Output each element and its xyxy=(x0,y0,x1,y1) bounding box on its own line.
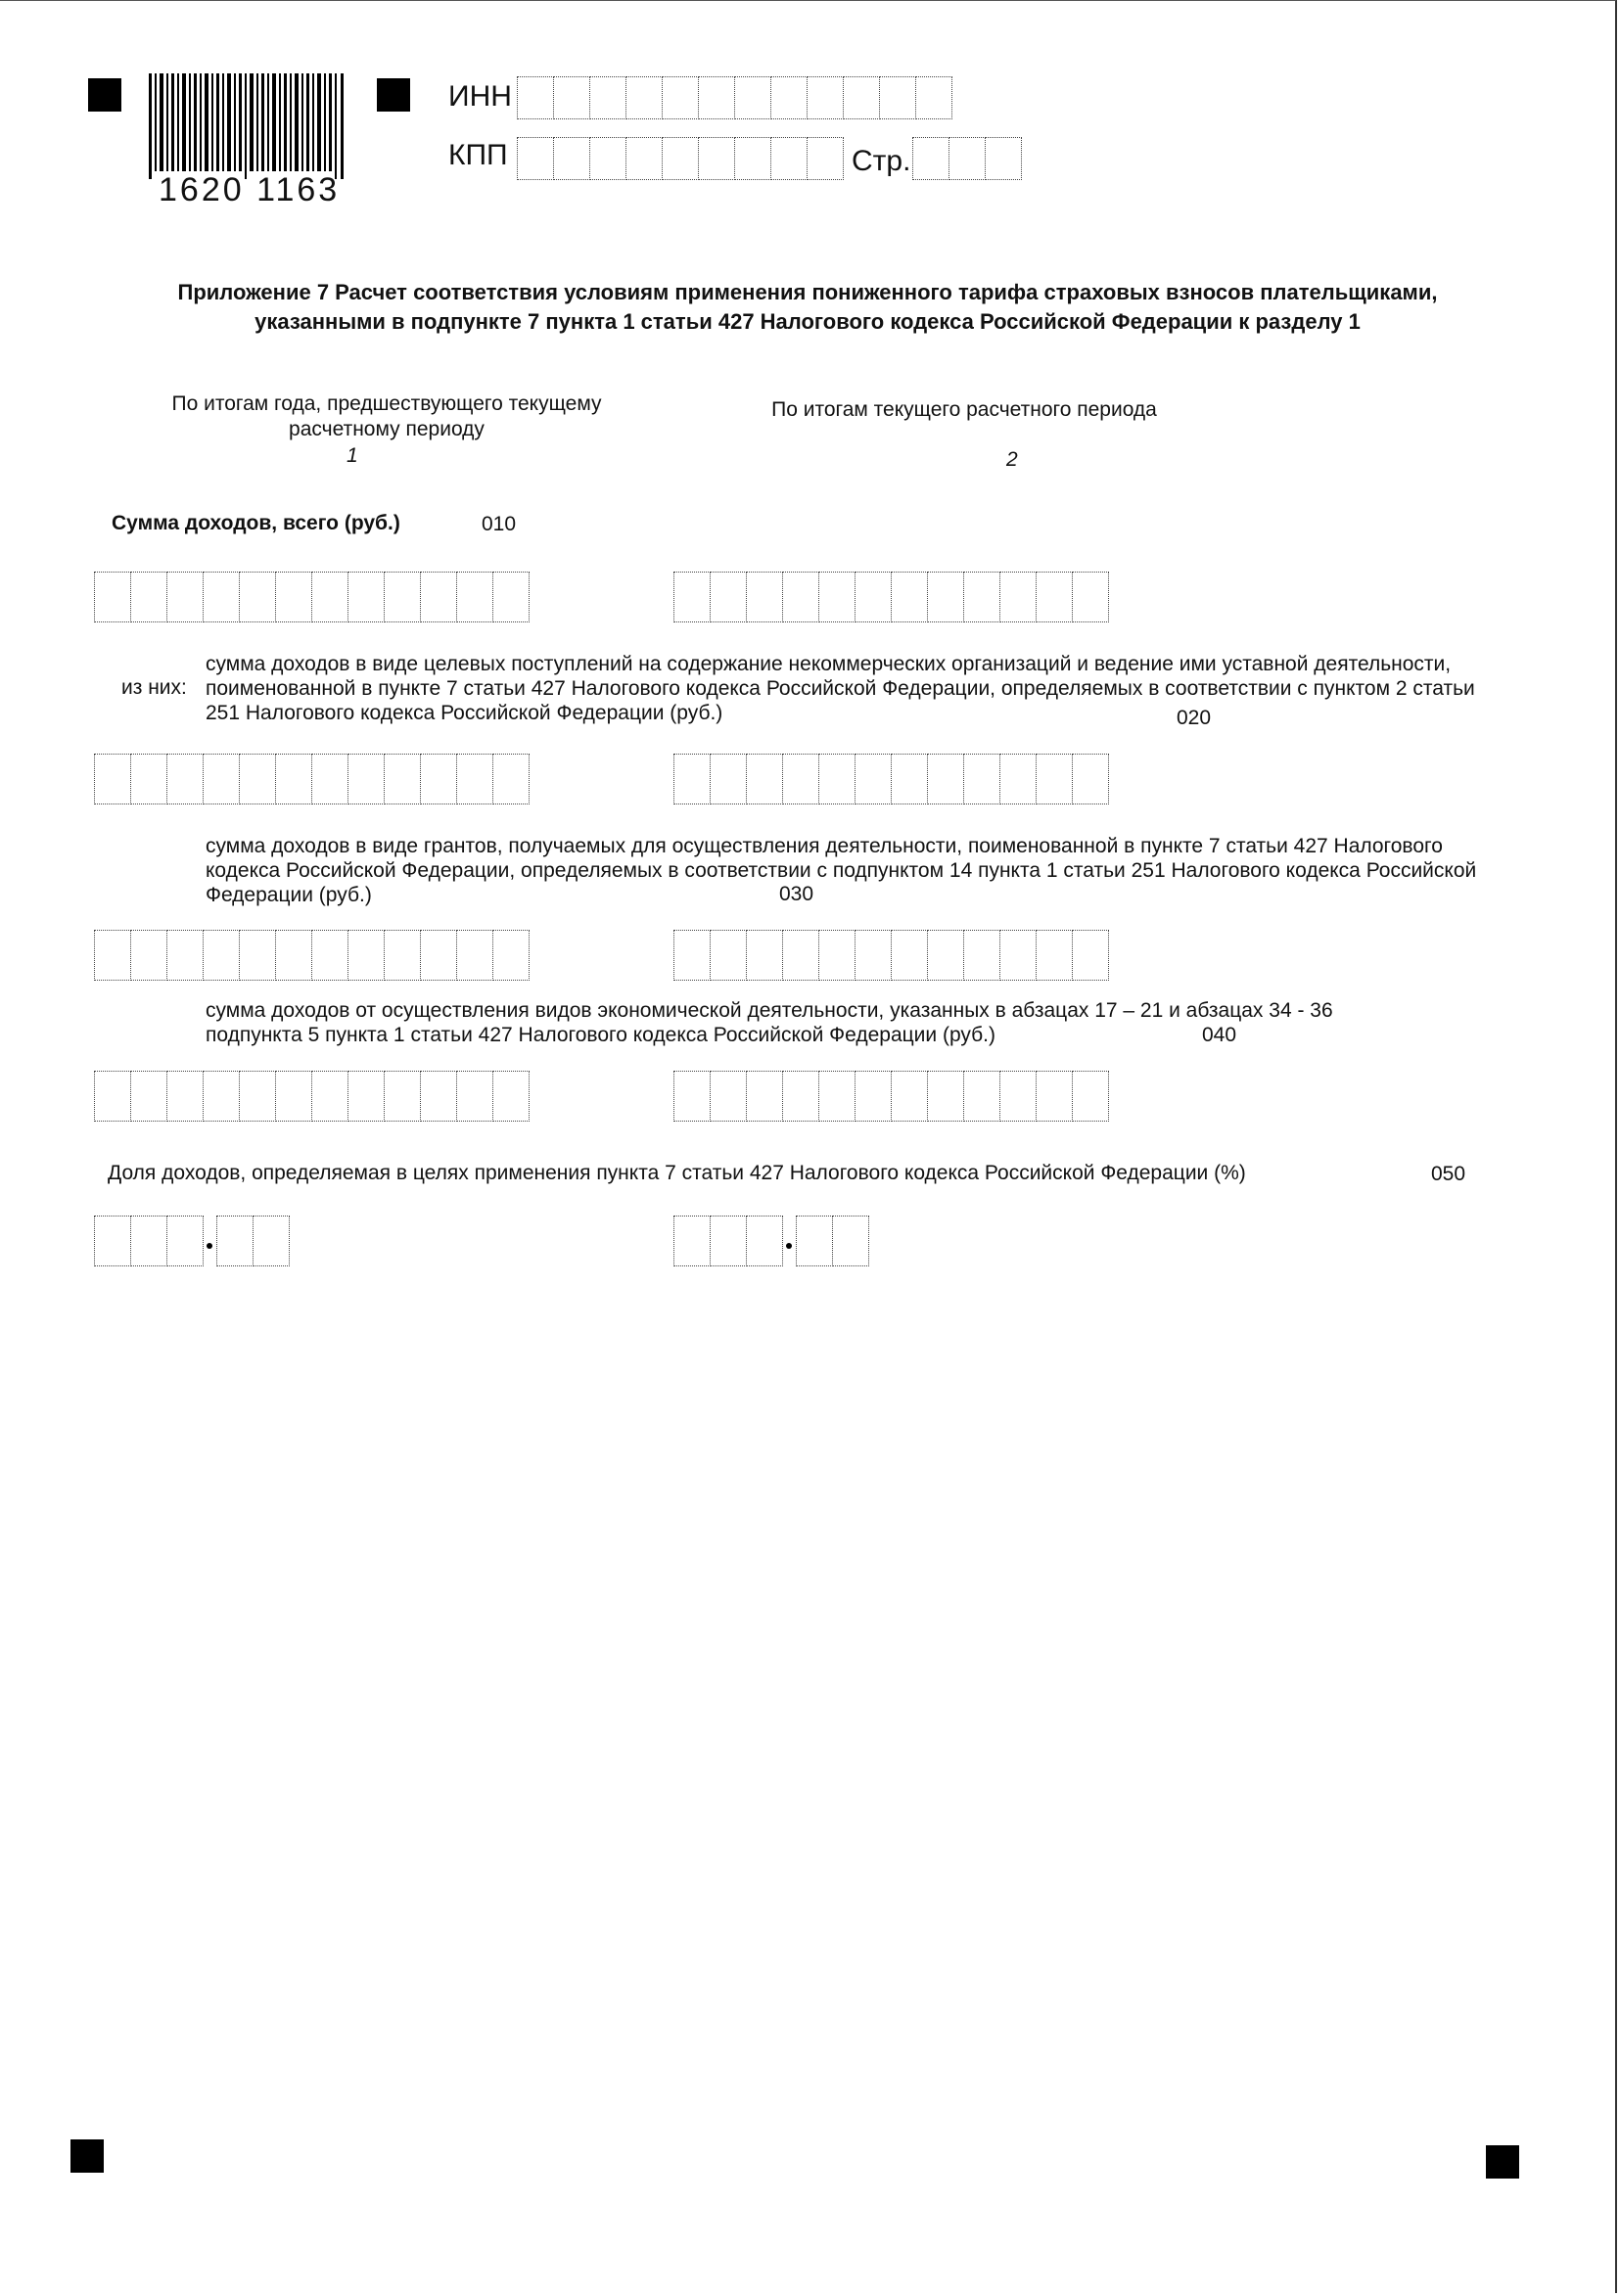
row-030-col2-field[interactable] xyxy=(673,930,1108,981)
row-020-code: 020 xyxy=(1177,707,1212,729)
row-040-code: 040 xyxy=(1202,1024,1237,1046)
page-number-field[interactable] xyxy=(912,137,1021,180)
marker-bottom-right xyxy=(1486,2145,1519,2179)
row-050-col1-field[interactable] xyxy=(94,1216,289,1266)
iz-nih-label: из них: xyxy=(121,676,187,699)
row-050-code: 050 xyxy=(1431,1163,1466,1185)
marker-top-right xyxy=(377,78,410,112)
kpp-label: КПП xyxy=(448,139,508,171)
row-030-label: сумма доходов в виде грантов, получаемых для осуществления деятельности, поименованной в пункте 7 статьи 427 Налогового кодекса Российской Федерации, определяемых в соответствии с подпунктом 14 пункта 1 статьи 251 Налогового кодекса Российской Федерации (руб.) xyxy=(206,835,1477,906)
row-010-col1-field[interactable] xyxy=(94,572,529,622)
decimal-point xyxy=(203,1216,216,1259)
row-010-col2-field[interactable] xyxy=(673,572,1108,622)
inn-field[interactable] xyxy=(517,76,951,119)
row-020-col2-field[interactable] xyxy=(673,754,1108,804)
row-030-col1-field[interactable] xyxy=(94,930,529,981)
row-010-code: 010 xyxy=(482,513,517,535)
row-050-col2-field[interactable] xyxy=(673,1216,868,1266)
row-030-code: 030 xyxy=(779,883,814,905)
decimal-point xyxy=(782,1216,796,1259)
inn-label: ИНН xyxy=(448,80,512,113)
row-010-label: Сумма доходов, всего (руб.) xyxy=(112,512,400,534)
barcode-bars xyxy=(147,73,347,179)
row-020-col1-field[interactable] xyxy=(94,754,529,804)
marker-top-left xyxy=(88,78,121,112)
column-1-number: 1 xyxy=(347,444,358,467)
row-050-label: Доля доходов, определяемая в целях применения пункта 7 статьи 427 Налогового кодекса Российской Федерации (%) xyxy=(108,1162,1246,1184)
column-1-heading: По итогам года, предшествующего текущему расчетному периоду xyxy=(171,392,602,440)
kpp-field[interactable] xyxy=(517,137,843,180)
page-label: Стр. xyxy=(852,145,911,177)
row-040-col1-field[interactable] xyxy=(94,1071,529,1122)
column-2-heading: По итогам текущего расчетного периода xyxy=(771,398,1157,421)
row-020-label: сумма доходов в виде целевых поступлений на содержание некоммерческих организаций и ведение ими уставной деятельности, поименованной в пункте 7 статьи 427 Налогового кодекса Российской Федерации, определяемых в соответствии с пунктом 2 статьи 251 Налогового кодекса Российской Федерации (руб.) xyxy=(206,653,1475,724)
column-2-number: 2 xyxy=(1006,448,1018,471)
row-040-label: сумма доходов от осуществления видов экономической деятельности, указанных в абзацах 17 – 21 и абзацах 34 - 36 подпункта 5 пункта 1 статьи 427 Налогового кодекса Российской Федерации (руб.) xyxy=(206,999,1333,1046)
form-title: Приложение 7 Расчет соответствия условиям применения пониженного тарифа страховых взносов плательщиками, указанными в подпункте 7 пункта 1 статьи 427 Налогового кодекса Российской Федерации к разделу 1 xyxy=(177,280,1438,334)
barcode-number: 1620 1163 xyxy=(159,171,341,208)
marker-bottom-left xyxy=(70,2139,104,2173)
barcode xyxy=(147,73,347,208)
row-040-col2-field[interactable] xyxy=(673,1071,1108,1122)
